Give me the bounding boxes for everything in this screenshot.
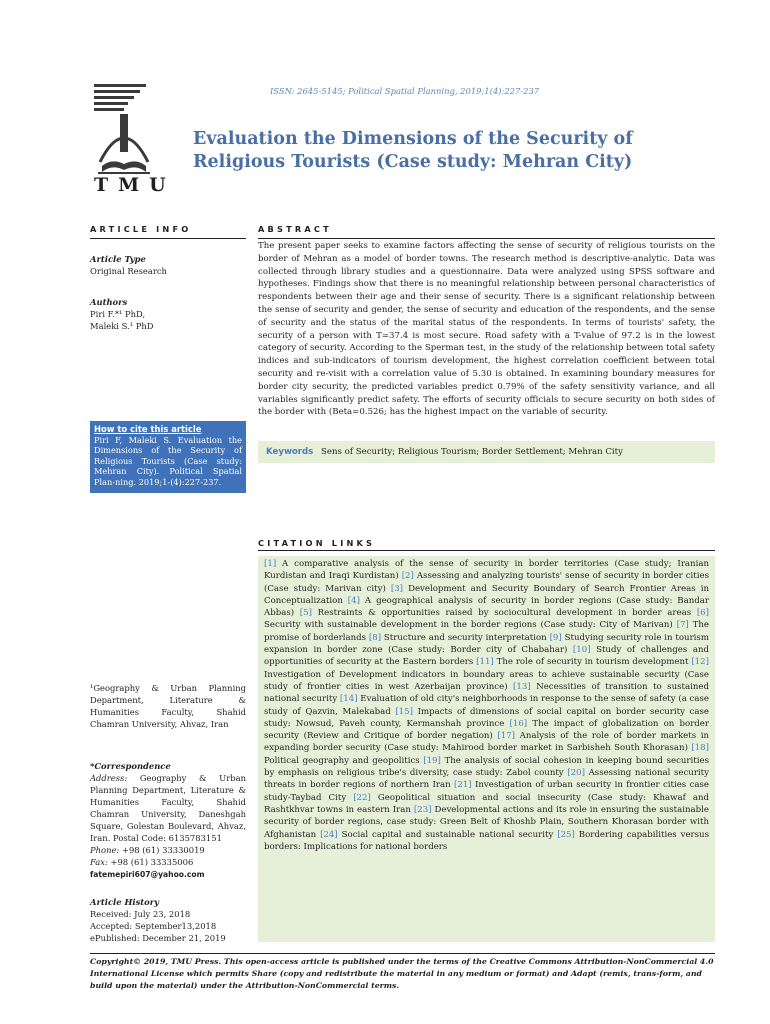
phone-value: +98 (61) 33330019 — [121, 845, 205, 855]
email-link[interactable]: fatemepiri607@yahoo.com — [90, 870, 205, 879]
fax-label: Fax: — [90, 857, 108, 867]
citation-title: Assessing and analyzing tourists' sense of security in border cities (Case study: Marivan city) — [264, 571, 709, 594]
citation-ref-link[interactable]: [18] — [691, 743, 709, 754]
how-to-cite-text: Piri F, Maleki S. Evaluation the Dimensions of the Security of Religious Tourists (Case study: Mehran City). Political Spatial Plan-ning. 2019;1-(4):227-237. — [94, 434, 242, 487]
authors-block — [90, 296, 246, 332]
citation-title: A geographical analysis of security in border regions (Case study: Bandar Abbas) — [264, 595, 709, 619]
citation-ref-link[interactable]: [25] — [557, 829, 575, 840]
journal-issn: ISSN: 2645-5145; Political Spatial Planning, 2019;1(4):227-237 — [270, 86, 540, 96]
address-label: Address: — [90, 773, 128, 783]
citation-links-heading: CITATION LINKS — [258, 538, 376, 548]
citation-ref-link[interactable]: [21] — [454, 780, 472, 791]
citation-ref-link[interactable]: [3] — [390, 583, 404, 594]
published-date: ePublished: December 21, 2019 — [90, 933, 226, 943]
citation-ref-link[interactable]: [24] — [320, 829, 338, 840]
correspondence-label: *Correspondence — [90, 761, 171, 771]
copyright-notice: Copyright© 2019, TMU Press. This open-access article is published under the terms of the Creative Commons Attribution-NonCommercial 4.0 International License which permits Share (copy and redistribute the material in any medium or format) and Adapt (remix, trans-form, and build upon the material) under the Attribution-NonCommercial terms. — [90, 957, 714, 990]
abstract-text: The present paper seeks to examine factors affecting the sense of security of religious tourists on the border of Mehran as a model of border towns. The research method is descriptive-analytic. Data was collected through library studies and a questionnaire. Data were analyzed using SPSS software and hypotheses. Findings show that there is no meaningful relationship between personal characteristics of respondents between their age and their sense of security. There is a significant relationship between the sense of security and gender, the sense of security and education of the respondents, and the sense of security and the status of the marital status of the respondents. In terms of tourists' safety, the security of a person with T=37.4 is most secure. Road safety with a T-value of 97.2 is in the lowest category of security. According to the Sperman test, in the study of the relationship between total safety indices and sub-indicators of tourism development, the highest correlation coefficient between total security and re-visit with a correlation value of 5.30 is obtained. In examining boundary measures for border city security, the predicted variables predict 0.79% of the safety sensitivity variance, and all variables significantly predict safety. The efforts of security officials to secure security on both sides of the border with (Beta=0.526; has the highest impact on the variable of security. — [258, 241, 715, 418]
received-date: Received: July 23, 2018 — [90, 909, 191, 919]
citation-ref-link[interactable]: [22] — [353, 792, 371, 803]
fax-value: +98 (61) 33335006 — [110, 857, 194, 867]
citation-ref-link[interactable]: [5] — [299, 608, 312, 619]
citation-title: Social capital and sustainable national security — [337, 829, 558, 840]
keywords-text: Sens of Security; Religious Tourism; Border Settlement; Mehran City — [321, 447, 623, 457]
abstract-heading: ABSTRACT — [258, 224, 332, 234]
citation-ref-link[interactable]: [15] — [395, 706, 413, 717]
accepted-date: Accepted: September13,2018 — [90, 921, 217, 931]
keywords-panel — [258, 441, 715, 463]
citation-ref-link[interactable]: [16] — [509, 718, 528, 729]
article-type-value: Original Research — [90, 266, 167, 276]
citation-title: Geopolitical situation and social insecurity (Case study: Khawaf and Rashtkhvar towns in eastern Iran — [264, 792, 709, 815]
citation-ref-link[interactable]: [14] — [339, 694, 358, 705]
citation-title: Restraints & opportunities raised by sociocultural development in border areas — [311, 608, 697, 619]
article-info-heading: ARTICLE INFO — [90, 224, 192, 234]
author-1: Piri F.*¹ PhD, — [90, 309, 146, 319]
citation-ref-link[interactable]: [19] — [423, 755, 441, 766]
article-history-label: Article History — [90, 897, 160, 907]
address-text: Geography & Urban Planning Department, Literature & Humanities Faculty, Shahid Chamran University, Daneshgah Square, Golestan Boulevard, Ahvaz, Iran. Postal Code: 6135783151 — [90, 773, 246, 843]
citation-title: Structure and security interpretation — [381, 632, 550, 643]
how-to-cite-box — [90, 421, 246, 493]
citation-title: Political geography and geopolitics — [264, 755, 424, 766]
author-2: Maleki S.¹ PhD — [90, 321, 154, 331]
citation-title: Study of challenges and opportunities of security at the Eastern borders — [264, 645, 709, 668]
citation-title: Assessing national security threats in border regions of northern Iran — [264, 768, 709, 791]
citation-ref-link[interactable]: [13] — [513, 681, 531, 692]
citation-title: Impacts of dimensions of social capital on border security case study: Nowsud, Paveh county, Kermanshah province — [264, 706, 709, 729]
citation-ref-link[interactable]: [20] — [567, 768, 585, 779]
citation-title: The impact of globalization on border security (Review and Critique of border negation) — [264, 718, 709, 742]
citation-ref-link[interactable]: [9] — [549, 632, 562, 643]
citation-title: Investigation of urban security in frontier cities case study-Taybad City — [264, 780, 710, 803]
citation-ref-link[interactable]: [23] — [413, 804, 432, 815]
citation-title: Bordering capabilities versus borders: Implications for national borders — [264, 829, 710, 852]
citation-ref-link[interactable]: [11] — [476, 657, 494, 668]
article-info-divider — [90, 238, 246, 239]
citation-ref-link[interactable]: [7] — [676, 620, 689, 631]
citation-ref-link[interactable]: [2] — [401, 571, 414, 582]
citation-title: Analysis of the role of border markets in expanding border security (Case study: Mahirood border market in Sarbisheh South Khorasan) — [264, 731, 710, 754]
phone-label: Phone: — [90, 845, 120, 855]
article-type-label: Article Type — [90, 254, 146, 264]
citation-ref-link[interactable]: [17] — [497, 731, 516, 742]
citation-title: A comparative analysis of the sense of security in border territories (Case study; Iranian Kurdistan and Iraqi Kurdistan) — [264, 559, 709, 582]
article-title: Evaluation the Dimensions of the Security of Religious Tourists (Case study: Mehran City) — [193, 129, 633, 172]
citation-ref-link[interactable]: [1] — [264, 559, 277, 569]
citation-title: Studying security role in tourism expansion in border zone (Case study: Border city of Chabahar) — [264, 632, 709, 656]
affiliation: ¹Geography & Urban Planning Department, Literature & Humanities Faculty, Shahid Chamran University, Ahvaz, Iran — [90, 683, 246, 729]
citation-title: Developmental actions and its role in ensuring the sustainable security of border regions, case study: Green Belt of Khoshb Plain, Southern Khorasan border with Afghanistan — [264, 804, 710, 840]
keywords-label: Keywords — [266, 447, 314, 457]
correspondence-block — [90, 760, 246, 881]
citation-links-divider — [258, 550, 715, 551]
citation-links-panel — [258, 556, 715, 942]
abstract-divider — [258, 238, 715, 239]
citation-title: The role of security in tourism development — [493, 657, 692, 668]
citation-title: Investigation of Development indicators in boundary areas to achieve sustainable security (Case study of frontier cities in west Azerbaijan province) — [264, 669, 709, 692]
citation-title: Evaluation of old city's neighborhoods in response to the sense of safety (a case study of Qazvin, Malekabad — [264, 694, 709, 717]
logo-text: TMU — [94, 174, 176, 196]
citation-ref-link[interactable]: [10] — [572, 645, 591, 656]
citation-ref-link[interactable]: [6] — [696, 608, 709, 619]
citation-title: The analysis of social cohesion in keeping bound securities by emphasis on religious tribe's diversity, case study: Zabol county — [264, 755, 709, 779]
citation-ref-link[interactable]: [8] — [368, 632, 382, 643]
how-to-cite-label[interactable]: How to cite this article — [94, 424, 202, 434]
citation-title: The promise of borderlands — [264, 620, 709, 643]
article-history-block — [90, 896, 246, 944]
footer-divider — [90, 953, 715, 954]
citation-ref-link[interactable]: [12] — [691, 657, 709, 668]
citation-title: Development and Security Boundary of Search Frontier Areas in Conceptualization — [264, 583, 710, 606]
citation-ref-link[interactable]: [4] — [347, 595, 360, 606]
article-type-block — [90, 253, 246, 277]
authors-label: Authors — [90, 297, 128, 307]
citation-title: Security with sustainable development in the border regions (Case study: City of Marivan) — [264, 620, 677, 631]
citation-title: Necessities of transition to sustained national security — [264, 681, 709, 705]
